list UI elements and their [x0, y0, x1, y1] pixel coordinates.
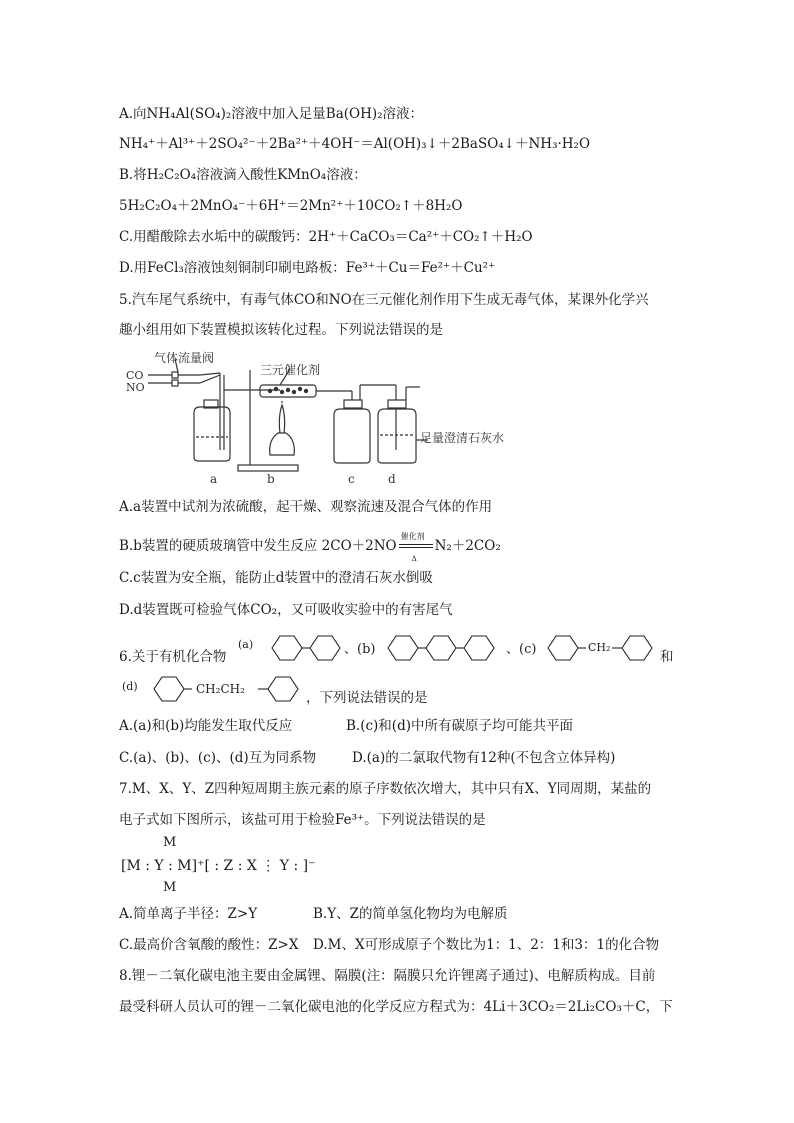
q4-option-b-equation: 5H₂C₂O₄＋2MnO₄⁻＋6H⁺＝2Mn²⁺＋10CO₂↑＋8H₂O — [119, 198, 463, 214]
q6-option-d: D.(a)的二氯取代物有12种(不包含立体异构) — [352, 750, 616, 766]
q6-stem-post: ，下列说法错误的是 — [306, 690, 428, 706]
q7-stem-line2: 电子式如下图所示，该盐可用于检验Fe³⁺。下列说法错误的是 — [119, 812, 486, 828]
q4-option-b-title: B.将H₂C₂O₄溶液滴入酸性KMnO₄溶液： — [119, 167, 367, 183]
mol-c-ch2: CH₂ — [588, 641, 611, 654]
mol-c-label: 、(c) — [506, 642, 537, 657]
condition-top: 催化剂 — [400, 532, 425, 541]
q6-option-c: C.(a)、(b)、(c)、(d)互为同系物 — [119, 750, 317, 766]
q8-stem-line2: 最受科研人员认可的锂－二氧化碳电池的化学反应方程式为：4Li＋3CO₂＝2Li₂CO₃＋C，下 — [119, 999, 673, 1015]
condition-bottom: Δ — [411, 555, 417, 563]
q7-option-b: B.Y、Z的简单氢化物均为电解质 — [313, 906, 508, 922]
q5-stem-line1: 5.汽车尾气系统中，有毒气体CO和NO在三元催化剂作用下生成无毒气体，某课外化学兴 — [119, 292, 649, 308]
mol-d-ch2ch2: CH₂CH₂ — [196, 682, 245, 696]
q6-option-b: B.(c)和(d)中所有碳原子均可能共平面 — [346, 718, 573, 734]
formula-top-m: M — [163, 835, 177, 850]
molecule-b-terphenyl — [384, 632, 504, 664]
apparatus-diagram — [120, 345, 540, 490]
q4-option-d: D.用FeCl₃溶液蚀刻铜制印刷电路板：Fe³⁺＋Cu＝Fe²⁺＋Cu²⁺ — [119, 260, 496, 276]
q5-stem-line2: 趣小组用如下装置模拟该转化过程。下列说法错误的是 — [119, 322, 443, 338]
mol-d-label: (d) — [122, 680, 138, 693]
limewater-label: 足量澄清石灰水 — [420, 431, 505, 445]
formula-bottom-m: M — [163, 880, 177, 895]
label-b: b — [267, 472, 275, 486]
q5-option-b-post: N₂＋2CO₂ — [434, 538, 501, 554]
q8-stem-line1: 8.锂－二氧化碳电池主要由金属锂、隔膜(注：隔膜只允许锂离子通过)、电解质构成。目前 — [119, 968, 656, 984]
condition-arrow — [397, 532, 435, 563]
mol-b-label: 、(b) — [344, 642, 376, 657]
q4-option-c: C.用醋酸除去水垢中的碳酸钙：2H⁺＋CaCO₃＝Ca²⁺＋CO₂↑＋H₂O — [119, 229, 533, 245]
q5-option-b — [119, 532, 501, 563]
no-label: NO — [126, 381, 145, 394]
q7-option-a: A.简单离子半径：Z>Y — [119, 906, 258, 922]
q6-stem-pre: 6.关于有机化合物 — [119, 649, 227, 665]
q5-option-d: D.d装置既可检验气体CO₂，又可吸收实验中的有害尾气 — [119, 602, 453, 618]
q5-option-c: C.c装置为安全瓶，能防止d装置中的澄清石灰水倒吸 — [119, 570, 433, 586]
molecule-a-biphenyl — [262, 632, 342, 664]
label-d: d — [388, 472, 396, 486]
mol-a-label: (a) — [238, 638, 254, 651]
q6-option-a: A.(a)和(b)均能发生取代反应 — [119, 718, 293, 734]
flow-valve-label: 气体流量阀 — [154, 351, 215, 365]
label-c: c — [348, 472, 355, 486]
q5-option-b-pre: B.b装置的硬质玻璃管中发生反应 2CO＋2NO — [119, 538, 397, 554]
q4-option-a-title: A.向NH₄Al(SO₄)₂溶液中加入足量Ba(OH)₂溶液： — [119, 106, 424, 122]
co-label: CO — [126, 369, 144, 382]
q5-option-a: A.a装置中试剂为浓硫酸，起干燥、观察流速及混合气体的作用 — [119, 499, 493, 515]
apparatus-figure — [120, 345, 540, 490]
label-a: a — [210, 472, 218, 486]
q7-stem-line1: 7.M、X、Y、Z四种短周期主族元素的原子序数依次增大，其中只有X、Y同周期，某盐的 — [119, 781, 652, 797]
q6-and: 和 — [660, 649, 674, 665]
electron-formula: [M : Y : M]⁺[ : Z : X ⋮ Y : ]⁻ — [121, 858, 316, 874]
q7-option-d: D.M、X可形成原子个数比为1：1、2：1和3：1的化合物 — [313, 937, 660, 953]
q4-option-a-equation: NH₄⁺＋Al³⁺＋2SO₄²⁻＋2Ba²⁺＋4OH⁻＝Al(OH)₃↓＋2BaSO₄↓＋NH₃·H₂O — [119, 136, 591, 152]
catalyst-label: 三元催化剂 — [260, 363, 321, 377]
q7-option-c: C.最高价含氧酸的酸性：Z>X — [119, 937, 299, 953]
